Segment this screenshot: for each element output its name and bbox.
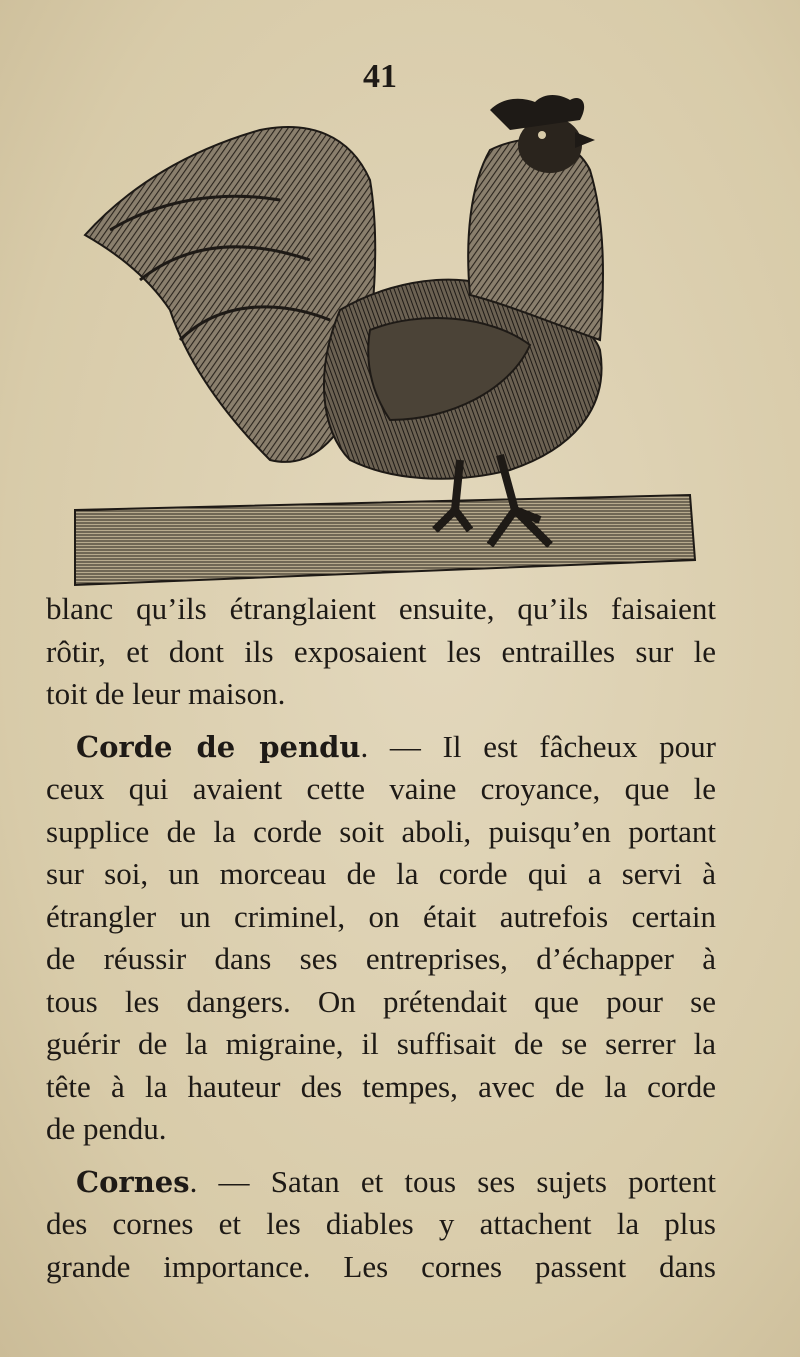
rooster-beak [575,132,595,148]
text-line: des cornes et les diables y attachent la plus [46,1206,716,1241]
text-line [46,1161,716,1204]
paragraph-1 [46,588,716,716]
text-line: de pendu. [46,1111,167,1146]
page-number: 41 [363,58,397,95]
text-line: toit de leur maison. [46,676,286,711]
entry-intro: . — Satan et tous ses sujets portent [189,1163,716,1199]
rooster-illustration [70,90,700,590]
text-line: ceux qui avaient cette vaine croyance, que le [46,771,716,806]
text-body [46,588,716,1288]
text-line: supplice de la corde soit aboli, puisqu’en portant [46,813,716,849]
paragraph-cornes [46,1161,716,1289]
ground-slab [75,495,695,585]
text-line: de réussir dans ses entreprises, d’échapper à [46,941,716,976]
entry-intro: . — Il est fâcheux pour [360,728,716,764]
text-line: blanc qu’ils étranglaient ensuite, qu’ils faisaient [46,591,716,626]
text-line: guérir de la migraine, il suffisait de se serrer la [46,1026,716,1061]
text-line: grande importance. Les cornes passent dans [46,1248,716,1284]
entry-term: Cornes [76,1164,190,1199]
paragraph-corde-de-pendu [46,726,716,1151]
text-line: étrangler un criminel, on était autrefois certain [46,898,716,934]
text-line [46,726,716,769]
text-line: sur soi, un morceau de la corde qui a servi à [46,856,716,891]
text-line: tête à la hauteur des tempes, avec de la corde [46,1068,716,1104]
text-line: rôtir, et dont ils exposaient les entrailles sur le [46,633,716,669]
text-line: tous les dangers. On prétendait que pour se [46,983,716,1019]
entry-term: Corde de pendu [76,729,361,764]
